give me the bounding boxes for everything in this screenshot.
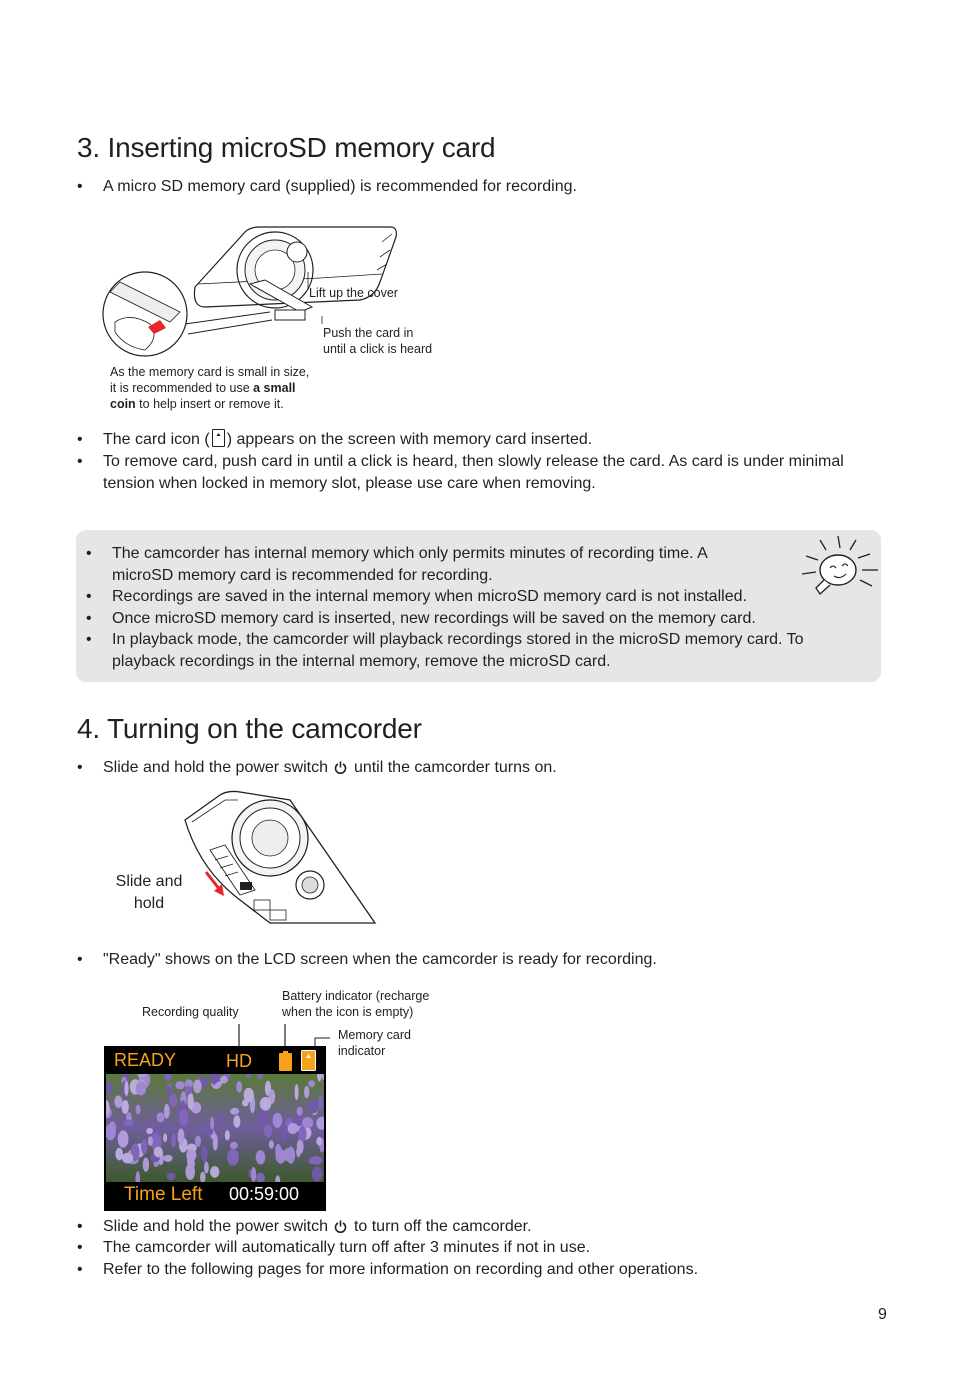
list-item: • Slide and hold the power switch until the camcorder turns on. [77,759,557,776]
label-recording-quality: Recording quality [142,1005,239,1019]
section-4-title: 4. Turning on the camcorder [77,713,422,744]
tip-item: • In playback mode, the camcorder will playback recordings stored in the microSD memory card. To playback recordings in the internal memory, remove the microSD card. [86,631,804,670]
list-item: • Refer to the following pages for more information on recording and other operations. [77,1261,699,1278]
lcd-quality: HD [226,1051,252,1071]
memory-card-icon [212,429,225,447]
power-icon [334,1220,347,1233]
list-item: • A micro SD memory card (supplied) is recommended for recording. [77,178,577,195]
label-battery-indicator: Battery indicator (recharge when the icon is empty) [282,989,430,1019]
memory-card-icon [301,1050,316,1071]
list-item: • To remove card, push card in until a click is heard, then slowly release the card. As card is under minimal tension when locked in memory slot, please use care when removing. [77,453,844,492]
coin-note: As the memory card is small in size, it is recommended to use a small coin to help insert or remove it. [110,365,310,411]
lightbulb-icon [798,530,882,606]
lcd-time-remaining: 00:59:00 [229,1184,300,1204]
callout-lift-cover: Lift up the cover [309,286,398,300]
callout-push-card: Push the card in until a click is heard [323,326,433,356]
section-3-title: 3. Inserting microSD memory card [77,132,496,163]
power-switch-illustration [180,790,380,925]
list-item: • The camcorder will automatically turn off after 3 minutes if not in use. [77,1239,591,1256]
tip-item: • Once microSD memory card is inserted, new recordings will be saved on the memory card. [86,610,756,627]
lcd-ready-status: READY [114,1050,177,1070]
lavender-field-photo [106,1074,324,1182]
page-number: 9 [878,1306,887,1323]
tip-item: • Recordings are saved in the internal memory when microSD memory card is not installed. [86,588,747,605]
list-item: • Slide and hold the power switch to turn off the camcorder. [77,1218,532,1235]
lcd-time-left-label: Time Left [124,1184,203,1205]
slide-and-hold-label: Slide and hold [115,873,183,912]
tip-item: • The camcorder has internal memory which only permits minutes of recording time. A microSD memory card is recommended for recording. [86,545,707,584]
list-item: • The card icon ( ) appears on the screen with memory card inserted. [77,431,593,448]
list-item: • "Ready" shows on the LCD screen when the camcorder is ready for recording. [77,951,657,968]
power-icon [334,761,347,774]
lcd-screen [104,1046,326,1211]
battery-icon [279,1051,292,1071]
label-memory-card-indicator: Memory card indicator [338,1028,411,1058]
